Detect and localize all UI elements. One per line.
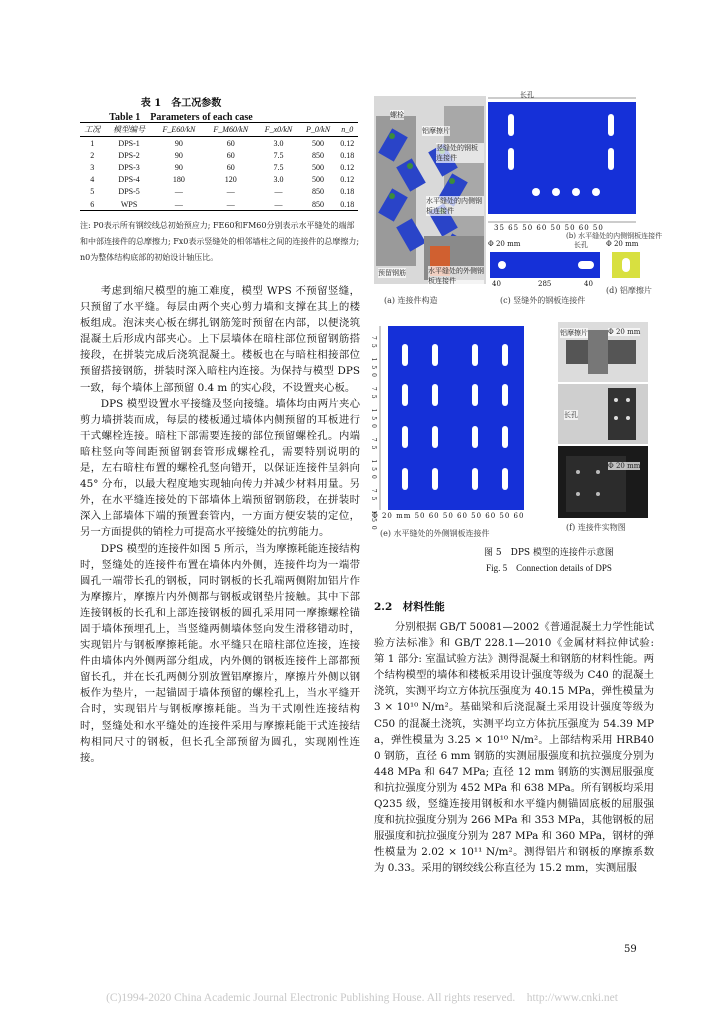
left-column-text (80, 283, 360, 766)
table-cell: 0.12 (340, 138, 355, 148)
table-caption-cn: 表 1 各工况参数 (140, 98, 222, 109)
sublabel-f: (f) 连接件实物图 (566, 523, 626, 532)
dim-c-hole: Φ 20 mm (488, 240, 521, 248)
table-cell: 0.18 (340, 187, 355, 197)
label-embedded-rebar: 预留钢筋 (378, 269, 406, 277)
table-cell: 90 (174, 162, 183, 172)
paragraph: DPS 模型的连接件如图 5 所示，当为摩擦耗能连接结构时，竖缝处的连接件布置在墙体内外侧，连接件均为一端带圆孔一端带长孔的钢板，同时钢板的长孔端两侧附加铝片作为摩擦片，摩擦片内外侧都与钢板或钢垫片接触。其中下部连接钢板的长孔和上部连接钢板的圆孔采用同一摩擦螺栓锚固于墙体预埋孔上，当竖缝两侧墙体竖向发生滑移错动时，实现铝片与钢板摩擦耗能。水平缝只在暗柱部位连接，连接件由墙体内外侧两部分组成，内外侧的钢板连接件上部都预留长孔，并在长孔两侧分别放置铝摩擦片，摩擦片外侧以钢板作为垫片，一起锚固于墙体预留的螺栓孔上，当水平缝开合时，实现铝片与钢板摩擦耗能。当为干式刚性连接结构时，竖缝处和水平缝处的连接件采用与摩擦耗能干式连接结构相同尺寸的钢板，但长孔全部预留为圆孔，实现刚性连接。 (80, 542, 360, 764)
figure-caption-en: Fig. 5 Connection details of DPS (486, 563, 612, 573)
table-cell: 3 (90, 162, 95, 172)
table-cell: — (174, 187, 183, 197)
table-note: 注: P0表示所有钢绞线总初始预应力; FE60和FM60分别表示水平缝处的端部和中部连接件的总摩擦力; Fx0表示竖缝处的相邻墙柱之间的连接件的总摩擦力; n0为整体结构底部的初始设计轴压比。 (80, 221, 360, 262)
sublabel-b: (b) 水平缝处的内侧钢板连接件 (566, 232, 663, 240)
table-header-cell: F_x0/kN (257, 123, 299, 137)
table-cell: 4 (90, 175, 95, 185)
table-cell: WPS (105, 198, 154, 211)
paragraph: 分别根据 GB/T 50081—2002《普通混凝土力学性能试验方法标准》和 GB/T 228.1—2010《金属材料拉伸试验: 第 1 部分: 室温试验方法》测得混凝土和钢筋的材料性能。两个结构模型的墙体和楼板采用设计强度等级为 C40 的混凝土浇筑，实测平均立方体抗压强度为 40.15 MPa，弹性模量为 3 × 10¹⁰ N/m²。基础梁和后浇混凝土采用设计强度等级为 C50 的混凝土浇筑，实测平均立方体抗压强度为 54.39 MPa，弹性模量为 3.25 × 10¹⁰ N/m²。上部结构采用 HRB400 钢筋，直径 6 mm 钢筋的实测屈服强度和抗拉强度分别为 448 MPa 和 647 MPa; 直径 12 mm 钢筋的实测屈服强度和抗拉强度分别为 452 MPa 和 638 MPa。所有钢板均采用 Q235 级，竖缝连接用钢板和水平缝内侧锚固底板的屈服强度和抗拉强度分别为 266 MPa 和 353 MPa，其他钢板的屈服强度和抗拉强度分别为 287 MPa 和 360 MPa，钢材的弹性模量为 2.02 × 10¹¹ N/m²。测得铝片和钢板的摩擦系数为 0.33。采用的钢绞线公称直径为 15.2 mm，实测屈服 (374, 621, 654, 875)
table-cell: — (204, 198, 257, 211)
label-friction-plate: 铝摩擦片 (422, 127, 450, 135)
label-slot-b: 长孔 (520, 91, 534, 99)
table-cell: 5 (90, 187, 95, 197)
table-header-cell: P_0/kN (300, 123, 337, 137)
dim-e-left: 75 150 75 150 75 150 75 150 (370, 336, 377, 534)
table-row (80, 137, 358, 150)
table-cell: 60 (226, 162, 235, 172)
table-cell: 500 (312, 175, 325, 185)
table-cell: 6 (80, 198, 105, 211)
table-row (80, 161, 358, 173)
dim-d: Φ 20 mm (606, 240, 639, 248)
table-row (80, 174, 358, 186)
table-cell: — (257, 198, 299, 211)
table-cell: DPS-4 (118, 175, 140, 185)
subfigure-c-drawing (486, 240, 604, 292)
table-cell: 90 (174, 138, 183, 148)
connector-photo-drawing (374, 96, 486, 284)
table-cell: 500 (312, 162, 325, 172)
table-row (80, 198, 358, 211)
connector-photos (558, 322, 648, 518)
table-cell: 2 (90, 150, 95, 160)
right-column-text (374, 619, 654, 877)
label-horizontal-joint-internal: 水平缝处的内侧钢板连接件 (426, 197, 482, 215)
subfigure-e-drawing (372, 322, 528, 534)
table-cell: — (226, 187, 235, 197)
copyright-watermark: (C)1994-2020 China Academic Journal Electronic Publishing House. All rights reserved. http://www.cnki.net (106, 992, 618, 1004)
label-phi-1: Φ 20 mm (608, 328, 641, 336)
table-cell: 850 (312, 150, 325, 160)
table-header-cell: F_E60/kN (154, 123, 204, 137)
table-caption-en: Table 1 Parameters of each case (109, 112, 253, 123)
dim-c-left: 40 (492, 280, 501, 288)
page-number: 59 (624, 944, 637, 955)
paragraph: 考虑到缩尺模型的施工难度，模型 WPS 不预留竖缝，只预留了水平缝。每层由两个夹心剪力墙和支撑在其上的楼板组成。泡沫夹心板在绑扎钢筋笼时预留在内部，以便浇筑混凝土后形成内部夹心。上下层墙体在暗柱部位预留钢筋搭接段，在拼装完成后浇筑混凝土。楼板也在与暗柱相接部位预留搭接钢筋，拼装时深入暗柱内连接。为保持与模型 DPS 一致，每个墙体上部预留 0.4 m 的实心段，不设置夹心板。 (80, 285, 360, 394)
table-cell: DPS-2 (118, 150, 140, 160)
table-row (80, 149, 358, 161)
table-cell: 0.18 (336, 198, 358, 211)
table-header-cell: n_0 (336, 123, 358, 137)
sublabel-e: (e) 水平缝处的外侧钢板连接件 (380, 529, 490, 538)
table-cell: 90 (174, 150, 183, 160)
subfigure-f-photo (558, 322, 648, 518)
table-row (80, 186, 358, 198)
table-header-cell: F_M60/kN (204, 123, 257, 137)
table-header-cell: 模型编号 (105, 123, 154, 137)
table-cell: 120 (224, 175, 237, 185)
table-cell: 7.5 (273, 162, 284, 172)
table-cell: 60 (226, 138, 235, 148)
dim-e-bottom: Φ 20 mm 50 60 50 60 50 60 50 60 (372, 512, 525, 520)
subfigure-b-drawing (486, 92, 638, 240)
sublabel-a: (a) 连接件构造 (384, 296, 438, 305)
table-cell: DPS-5 (118, 187, 140, 197)
dim-c-slot: 长孔 (574, 241, 588, 249)
label-bolt: 螺栓 (390, 111, 404, 119)
table-cell: 7.5 (273, 150, 284, 160)
label-vertical-joint: 竖缝处的钢板连接件 (436, 143, 484, 163)
parameters-table (80, 122, 358, 211)
table-cell: 0.18 (340, 150, 355, 160)
table-header-cell: 工况 (80, 123, 105, 137)
paragraph: DPS 模型设置水平接缝及竖向接缝。墙体均由两片夹心剪力墙拼装而成，每层的楼板通过墙体内侧预留的耳板进行干式螺栓连接。暗柱下部需要连接的部位预留螺栓孔。内端暗柱竖向等间距预留钢套管形成螺栓孔，需要特别说明的是，左右暗柱布置的螺栓孔竖向错开，以保证连接件呈斜向 45° 分布，以最大程度地实现轴向传力并减少材料用量。另外，在水平缝连接处的下部墙体上端预留钢筋段，在拼装时深入上部墙体下端的预置套管内，一方面方便安装的定位，另一方面提供的销栓力可提高水平接缝处的抗剪能力。 (80, 397, 360, 539)
dim-b-widths: 35 65 50 60 50 50 60 50 (494, 224, 604, 232)
table-cell: 850 (312, 187, 325, 197)
sublabel-c: (c) 竖缝外的钢板连接件 (500, 296, 586, 305)
subfigure-a-photo (374, 96, 486, 284)
label-phi-2: Φ 20 mm (608, 462, 641, 470)
dim-c-right: 40 (584, 280, 593, 288)
internal-plate-drawing (486, 92, 638, 240)
label-friction-photo: 铝摩擦片 (560, 329, 588, 337)
table-cell: DPS-3 (118, 162, 140, 172)
table-cell: 1 (90, 138, 95, 148)
table-cell: — (274, 187, 283, 197)
table-cell: 3.0 (273, 175, 284, 185)
figure-caption-cn: 图 5 DPS 模型的连接件示意图 (484, 548, 614, 558)
table-cell: 0.12 (340, 175, 355, 185)
table-cell: 180 (172, 175, 185, 185)
sublabel-d: (d) 铝摩擦片 (606, 286, 652, 295)
external-plate-drawing (372, 322, 528, 534)
label-horizontal-joint-external: 水平缝处的外侧钢板连接件 (428, 267, 484, 284)
table-cell: 0.12 (340, 162, 355, 172)
table-cell: 850 (300, 198, 337, 211)
table-cell: 500 (312, 138, 325, 148)
table-cell: — (154, 198, 204, 211)
table-cell: 60 (226, 150, 235, 160)
label-slot-photo: 长孔 (564, 411, 578, 419)
table-cell: DPS-1 (118, 138, 140, 148)
section-title: 2.2 材料性能 (374, 601, 445, 613)
dim-c-mid: 285 (538, 280, 552, 288)
table-cell: 3.0 (273, 138, 284, 148)
